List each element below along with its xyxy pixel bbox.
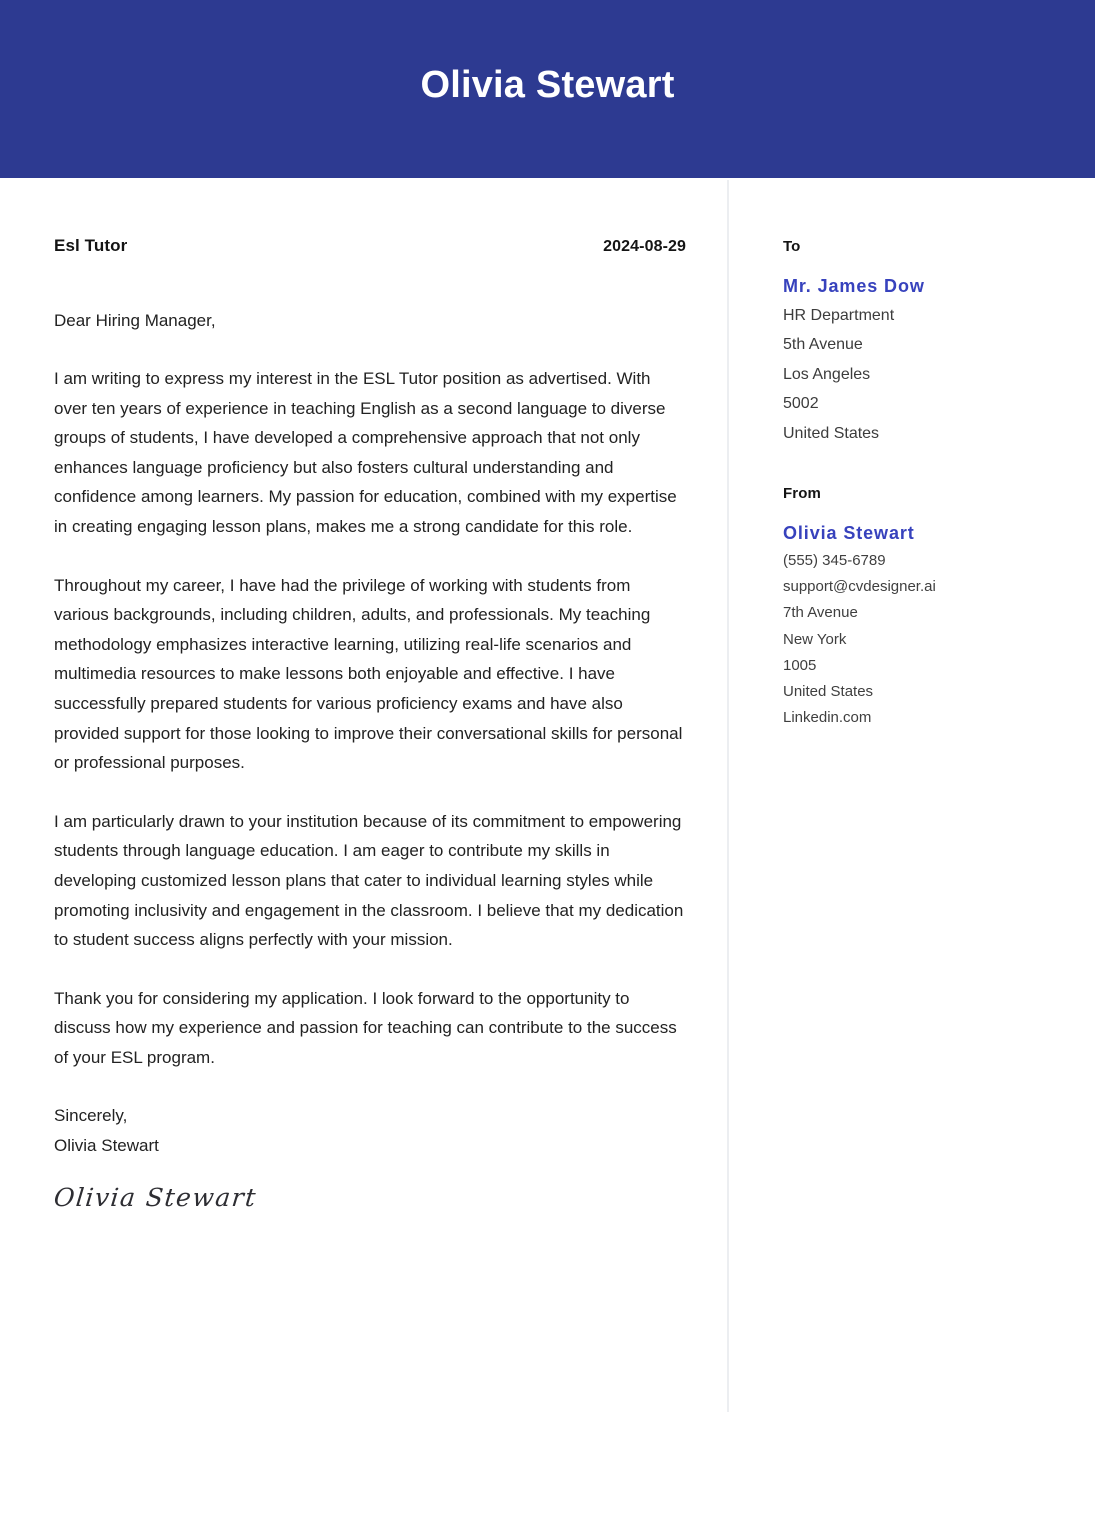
letter-column: [54, 178, 686, 1213]
closing-salutation: Sincerely,: [54, 1106, 128, 1126]
sender-line: 1005: [783, 656, 817, 674]
recipient-line: United States: [783, 424, 880, 442]
recipient-name: Mr. James Dow: [783, 276, 925, 296]
recipient-heading: To: [783, 238, 801, 255]
sender-website: Linkedin.com: [783, 709, 872, 727]
recipient-line: 5002: [783, 395, 819, 413]
closing-name: Olivia Stewart: [54, 1136, 159, 1156]
letter-paragraph: I am particularly drawn to your institution because of its commitment to empowering students through language education. I am eager to contribute my skills in developing customized lesson plans that cater to individual learning styles while promoting inclusivity and engagement in the classroom. I believe that my dedication to student success aligns perfectly with your mission.: [54, 811, 684, 950]
recipient-line: 5th Avenue: [783, 336, 863, 354]
contact-sidebar: [783, 178, 1063, 731]
sender-email: support@cvdesigner.ai: [783, 578, 936, 596]
job-title: Esl Tutor: [54, 236, 128, 255]
letter-meta-row: [54, 236, 686, 256]
document-header: [0, 0, 1095, 178]
sender-line: 7th Avenue: [783, 604, 858, 622]
salutation: Dear Hiring Manager,: [54, 311, 216, 330]
sender-name: Olivia Stewart: [783, 523, 915, 544]
sender-line: United States: [783, 683, 874, 701]
recipient-line: HR Department: [783, 307, 895, 324]
column-divider: [727, 180, 729, 1412]
letter-paragraph: Thank you for considering my application. I look forward to the opportunity to discuss how my experience and passion for teaching can contribute to the success of your ESL program.: [54, 988, 677, 1067]
sender-phone: (555) 345-6789: [783, 552, 886, 570]
closing-block: [54, 1101, 686, 1160]
document-body: [0, 178, 1095, 1536]
letter-paragraph: I am writing to express my interest in the ESL Tutor position as advertised. With over ten years of experience in teaching English as a second language to diverse groups of students, I have developed a comprehensive approach that not only enhances language proficiency but also fosters cultural understanding and confidence among learners. My passion for education, combined with my expertise in creating engaging lesson plans, makes me a strong candidate for this role.: [54, 369, 677, 536]
signature: Olivia Stewart: [52, 1182, 259, 1212]
letter-paragraph: Throughout my career, I have had the privilege of working with students from various backgrounds, including children, adults, and professionals. My teaching methodology emphasizes interactive learning, utilizing real-life scenarios and multimedia resources to make lessons both enjoyable and effective. I have successfully prepared students for various proficiency exams and have also provided support for those looking to improve their conversational skills for personal or professional purposes.: [54, 575, 683, 773]
sender-line: New York: [783, 630, 847, 648]
sender-heading: From: [783, 485, 821, 503]
recipient-line: Los Angeles: [783, 365, 871, 383]
page-title: Olivia Stewart: [420, 64, 675, 106]
letter-date: 2024-08-29: [603, 238, 686, 255]
